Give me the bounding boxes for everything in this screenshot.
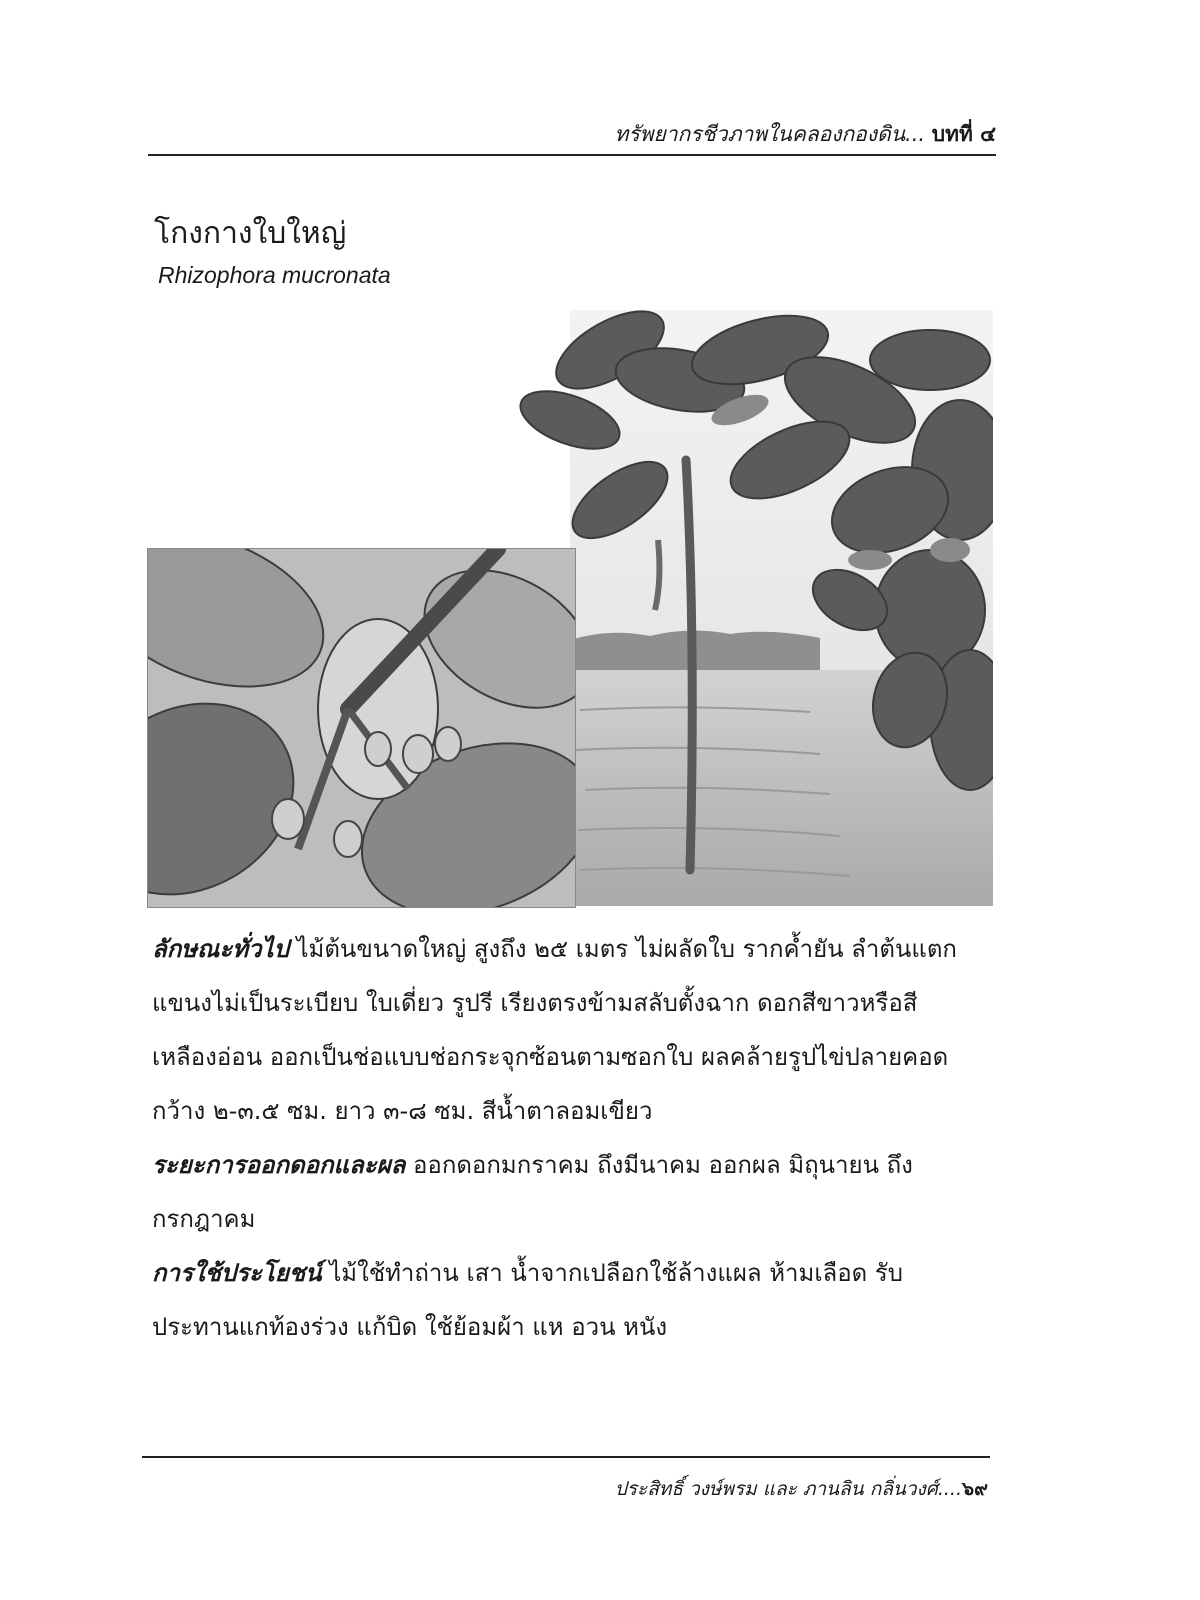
header-rule (148, 154, 996, 156)
section-term: ระยะการออกดอกและผล (152, 1151, 406, 1179)
footer-authors: ประสิทธิ์ วงษ์พรม และ ภานลิน กลิ่นวงศ์.... (614, 1478, 963, 1500)
section-text: ไม้ใช้ทำถ่าน เสา น้ำจากเปลือกใช้ล้างแผล ห้ามเลือด รับประทานแกท้องร่วง แก้บิด ใช้ย้อมผ้า แห อวน หนัง (152, 1259, 904, 1341)
section-general-characteristics (152, 922, 982, 1138)
section-term: การใช้ประโยชน์ (152, 1259, 322, 1287)
section-text: ไม้ต้นขนาดใหญ่ สูงถึง ๒๕ เมตร ไม่ผลัดใบ รากค้ำยัน ลำต้นแตกแขนงไม่เป็นระเบียบ ใบเดี่ยว รูปรี เรียงตรงข้ามสลับตั้งฉาก ดอกสีขาวหรือสีเหลืองอ่อน ออกเป็นช่อแบบช่อกระจุกซ้อนตามซอกใบ ผลคล้ายรูปไข่ปลายคอด กว้าง ๒-๓.๕ ซม. ยาว ๓-๘ ซม. สีน้ำตาลอมเขียว (152, 935, 957, 1125)
page-number: ๖๙ (962, 1478, 988, 1500)
section-uses (152, 1246, 982, 1354)
section-text: ออกดอกมกราคม ถึงมีนาคม ออกผล มิถุนายน ถึงกรกฎาคม (152, 1151, 913, 1233)
flower-buds-closeup-photo (147, 548, 576, 908)
chapter-label: บทที่ ๔ (931, 122, 996, 146)
footer-rule (142, 1456, 990, 1458)
section-flowering-fruiting (152, 1138, 982, 1246)
species-description (152, 922, 982, 1354)
running-header (150, 118, 996, 151)
species-thai-name: โกงกางใบใหญ่ (154, 216, 347, 251)
running-footer (150, 1474, 988, 1504)
section-term: ลักษณะทั่วไป (152, 935, 289, 963)
header-title: ทรัพยากรชีวภาพในคลองกองดิน... (614, 122, 926, 146)
species-scientific-name: Rhizophora mucronata (158, 262, 391, 288)
